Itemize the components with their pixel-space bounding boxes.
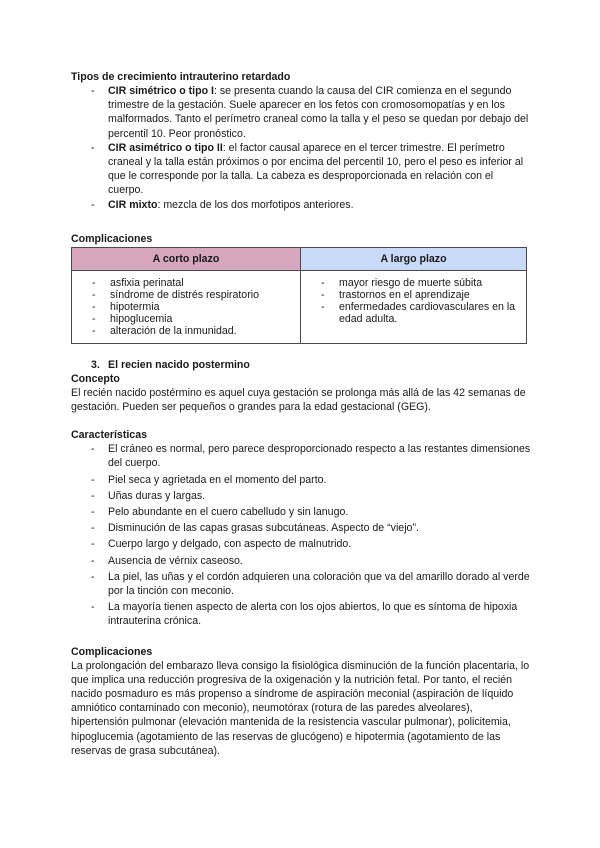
term: CIR asimétrico o tipo II <box>108 141 223 154</box>
list-item: - asfixia perinatal <box>72 277 296 289</box>
complications-table <box>71 247 527 344</box>
list-item: - síndrome de distrés respiratorio <box>72 289 296 301</box>
list-item: - Cuerpo largo y delgado, con aspecto de malnutrido. <box>71 537 531 551</box>
types-heading: Tipos de crecimiento intrauterino retardado <box>71 71 291 83</box>
term: CIR mixto <box>108 198 158 211</box>
list-item: - Uñas duras y largas. <box>71 489 531 503</box>
list-item: - CIR asimétrico o tipo II: el factor causal aparece en el tercer trimestre. El perímetro craneal y la talla están próximos o por encima del percentil 10, pero el peso es inferior al que le corresponde por la talla. La cabeza es desproporcionada en relación con el cuerpo. <box>71 141 531 198</box>
list-item: - Disminución de las capas grasas subcutáneas. Aspecto de “viejo”. <box>71 521 531 535</box>
list-item: - CIR mixto: mezcla de los dos morfotipos anteriores. <box>71 198 531 212</box>
concept-heading: Concepto <box>71 372 120 385</box>
complications-heading: Complicaciones <box>71 232 153 245</box>
column-header-long-term: A largo plazo <box>301 247 527 270</box>
list-item: - enfermedades cardiovasculares en la edad adulta. <box>301 301 522 325</box>
list-item: - CIR simétrico o tipo I: se presenta cuando la causa del CIR comienza en el segundo trimestre de la gestación. Suele aparecer en los fetos con cromosomopatías y en los malformados. Tanto el perímetro craneal como la talla y el peso se quedan por debajo del percentil 10. Peor pronóstico. <box>71 84 531 141</box>
features-heading: Características <box>71 429 147 442</box>
list-item: - Piel seca y agrietada en el momento del parto. <box>71 473 531 487</box>
list-item: - Pelo abundante en el cuero cabelludo y sin lanugo. <box>71 505 531 519</box>
column-header-short-term: A corto plazo <box>72 247 301 270</box>
list-item: - trastornos en el aprendizaje <box>301 289 522 301</box>
list-item: - La piel, las uñas y el cordón adquieren una coloración que va del amarillo dorado al verde por la tinción con meconio. <box>71 570 531 598</box>
long-term-cell <box>301 270 527 343</box>
term: CIR simétrico o tipo I <box>108 85 214 97</box>
list-item: - mayor riesgo de muerte súbita <box>301 277 522 289</box>
postterm-complications-text: La prolongación del embarazo lleva consigo la fisiológica disminución de la función placentaria, lo que implica una reducción progresiva de la oxigenación y la nutrición fetal. Por tanto, el recién nacido posmaduro es más propenso a síndrome de aspiración meconial (aspiración de líquido amniótico contaminado con meconio), neumotórax (rotura de las paredes alveolares), hipertensión pulmonar (elevación mantenida de la resistencia vascular pulmonar), policitemia, hipoglucemia (agotamiento de las reservas de glucógeno) e hipotermia (agotamiento de las reservas de grasa subcutánea). <box>71 659 530 757</box>
document-page <box>71 70 531 758</box>
short-term-cell <box>72 270 301 343</box>
concept-text: El recién nacido postérmino es aquel cuya gestación se prolonga más allá de las 42 semanas de gestación. Pueden ser pequeños o grandes para la edad gestacional (GEG). <box>71 386 526 414</box>
list-item: - El cráneo es normal, pero parece desproporcionado respecto a las restantes dimensiones del cuerpo. <box>71 442 531 470</box>
list-item: - hipoglucemia <box>72 313 296 325</box>
section-heading-postterm: 3. El recien nacido postermino <box>91 358 250 371</box>
features-list <box>71 442 531 628</box>
list-item: - La mayoría tienen aspecto de alerta con los ojos abiertos, lo que es síntoma de hipoxia intrauterina crónica. <box>71 600 531 628</box>
list-item: - hipotermia <box>72 301 296 313</box>
postterm-complications-heading: Complicaciones <box>71 645 153 658</box>
list-item: - alteración de la inmunidad. <box>72 325 296 337</box>
types-list <box>71 84 531 212</box>
list-item: - Ausencia de vérnix caseoso. <box>71 554 531 568</box>
